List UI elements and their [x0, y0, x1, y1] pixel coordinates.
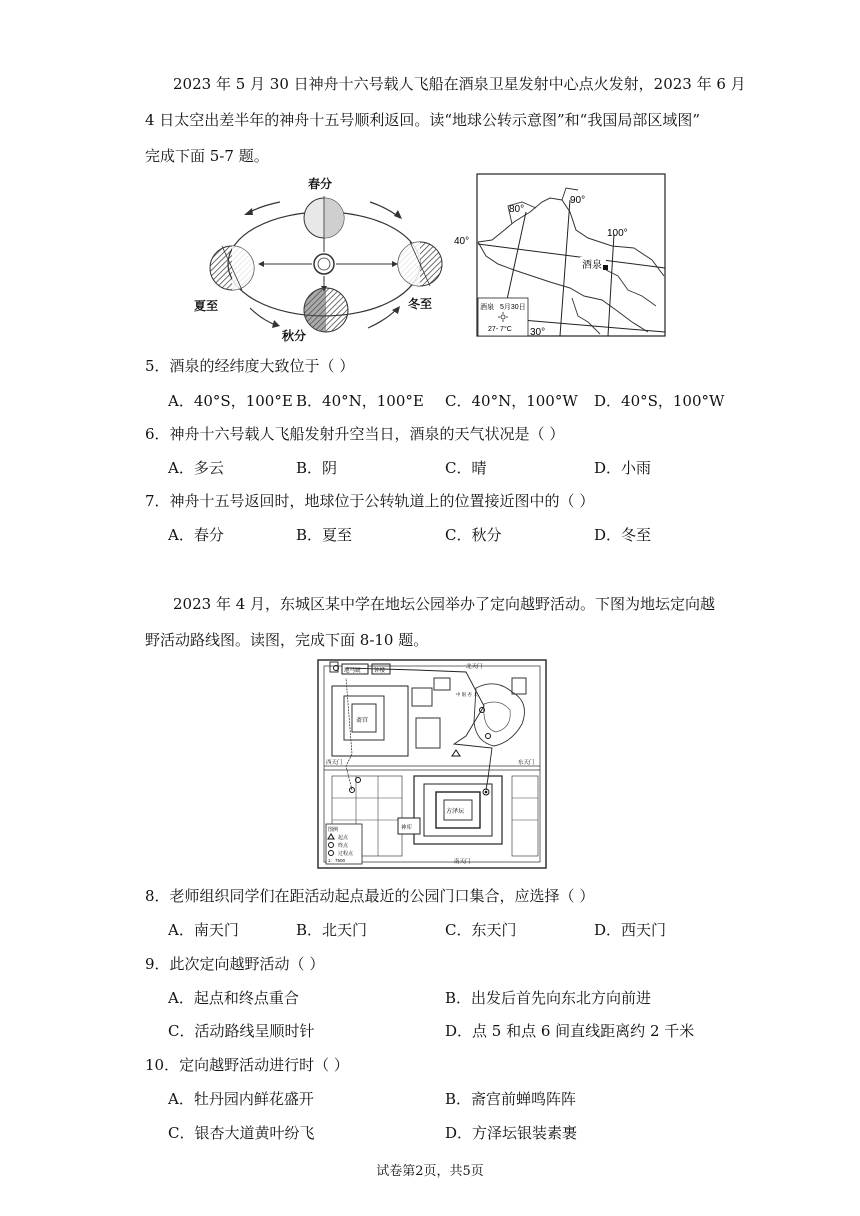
- park-huama: 地马厩: [344, 668, 361, 674]
- q8-option-b[interactable]: B．北天门: [296, 921, 368, 939]
- park-north-gate: 北天门: [466, 664, 483, 670]
- earth-summer-icon: [210, 246, 254, 290]
- map-lon-90: 90°: [570, 195, 586, 206]
- city-marker-icon: [603, 265, 608, 270]
- q10-option-d[interactable]: D．方泽坛银装素裹: [445, 1124, 578, 1142]
- region-map-figure: [452, 172, 668, 340]
- label-autumn: 秋分: [282, 329, 307, 343]
- intro2-line2: 野活动路线图。读图，完成下面 8-10 题。: [145, 631, 429, 649]
- park-west-gate: 西天门: [326, 760, 343, 766]
- legend-date: 5月30日: [500, 304, 526, 311]
- question-7-text: 神舟十五号返回时，地球位于公转轨道上的位置接近图中的（ ）: [169, 492, 595, 510]
- park-legend-end: 终点: [338, 843, 349, 849]
- q9-option-a[interactable]: A．起点和终点重合: [168, 989, 299, 1007]
- park-shenku: 神库: [401, 825, 413, 831]
- earth-orbit-figure: [194, 168, 450, 346]
- park-route-map: [316, 658, 548, 870]
- map-city-label: 酒泉: [582, 260, 602, 271]
- q10-option-c[interactable]: C．银杏大道黄叶纷飞: [168, 1124, 315, 1142]
- earth-autumn-icon: [304, 288, 348, 332]
- q6-option-a[interactable]: A．多云: [168, 459, 224, 477]
- question-5-text: 酒泉的经纬度大致位于（ ）: [169, 357, 355, 375]
- svg-text:中 银 杏 大: 中 银 杏 大: [456, 692, 478, 697]
- park-zhonglou: 钟楼: [374, 668, 386, 674]
- map-lon-100: 100°: [607, 228, 628, 239]
- q5-option-c[interactable]: C．40°N，100°W: [445, 392, 578, 410]
- q6-option-c[interactable]: C．晴: [445, 459, 487, 477]
- q7-option-d[interactable]: D．冬至: [594, 526, 652, 544]
- park-zhaigong: 斋宫: [356, 718, 369, 724]
- q5-option-d[interactable]: D．40°S，100°W: [594, 392, 725, 410]
- map-lat-30: 30°: [530, 327, 546, 338]
- label-spring: 春分: [308, 177, 333, 191]
- park-east-gate: 东天门: [518, 760, 535, 766]
- question-10: [145, 1054, 349, 1075]
- q8-option-c[interactable]: C．东天门: [445, 921, 517, 939]
- q9-option-c[interactable]: C．活动路线呈顺时针: [168, 1022, 315, 1040]
- question-7: [145, 490, 594, 511]
- earth-winter-icon: [398, 242, 442, 286]
- q9-option-b[interactable]: B．出发后首先向东北方向前进: [445, 989, 652, 1007]
- intro1-line2: 4 日太空出差半年的神舟十五号顺利返回。读“地球公转示意图”和“我国局部区域图”: [145, 111, 700, 129]
- map-lat-40: 40°: [454, 236, 470, 247]
- park-scale: 1：7500: [328, 858, 346, 863]
- question-8-num: 8．: [145, 887, 170, 905]
- q9-option-d[interactable]: D．点 5 和点 6 间直线距离约 2 千米: [445, 1022, 695, 1040]
- q5-option-a[interactable]: A．40°S，100°E: [168, 392, 293, 410]
- legend-temp: 27- 7°C: [488, 326, 512, 333]
- legend-city: 酒泉: [480, 304, 494, 311]
- question-6: [145, 423, 564, 444]
- question-9: [145, 953, 324, 974]
- question-8-text: 老师组织同学们在距活动起点最近的公园门口集合，应选择（ ）: [169, 887, 595, 905]
- label-summer: 夏至: [194, 299, 219, 313]
- q7-option-c[interactable]: C．秋分: [445, 526, 502, 544]
- label-winter: 冬至: [408, 297, 433, 311]
- intro2-line1: 2023 年 4 月，东城区某中学在地坛公园举办了定向越野活动。下图为地坛定向越: [173, 595, 716, 613]
- question-10-num: 10．: [145, 1056, 180, 1074]
- park-south-gate: 南天门: [454, 859, 471, 865]
- question-6-text: 神舟十六号载人飞船发射升空当日，酒泉的天气状况是（ ）: [169, 425, 565, 443]
- question-5: [145, 355, 354, 376]
- map-lon-80: 80°: [509, 204, 525, 215]
- q6-option-b[interactable]: B．阴: [296, 459, 338, 477]
- question-8: [145, 885, 594, 906]
- q10-option-b[interactable]: B．斋宫前蝉鸣阵阵: [445, 1090, 577, 1108]
- question-9-num: 9．: [145, 955, 170, 973]
- earth-spring-icon: [304, 196, 344, 240]
- q7-option-a[interactable]: A．春分: [168, 526, 224, 544]
- question-7-num: 7．: [145, 492, 170, 510]
- park-legend-title: 图例: [328, 827, 339, 833]
- q10-option-a[interactable]: A．牡丹园内鲜花盛开: [168, 1090, 314, 1108]
- park-fangzetan: 方泽坛: [446, 809, 465, 815]
- intro1-line3: 完成下面 5-7 题。: [145, 147, 269, 165]
- intro1-line1: 2023 年 5 月 30 日神舟十六号载人飞船在酒泉卫星发射中心点火发射，2023 年 6 月: [173, 75, 746, 93]
- q6-option-d[interactable]: D．小雨: [594, 459, 652, 477]
- sun-icon: [314, 254, 334, 274]
- question-9-text: 此次定向越野活动（ ）: [169, 955, 325, 973]
- question-10-text: 定向越野活动进行时（ ）: [179, 1056, 349, 1074]
- question-6-num: 6．: [145, 425, 170, 443]
- q5-option-b[interactable]: B．40°N，100°E: [296, 392, 424, 410]
- park-legend-check: 过程点: [338, 851, 354, 857]
- q8-option-d[interactable]: D．西天门: [594, 921, 667, 939]
- question-5-num: 5．: [145, 357, 170, 375]
- park-legend-start: 起点: [338, 835, 349, 841]
- q8-option-a[interactable]: A．南天门: [168, 921, 239, 939]
- q7-option-b[interactable]: B．夏至: [296, 526, 353, 544]
- page-footer: 试卷第2页，共5页: [376, 1164, 484, 1179]
